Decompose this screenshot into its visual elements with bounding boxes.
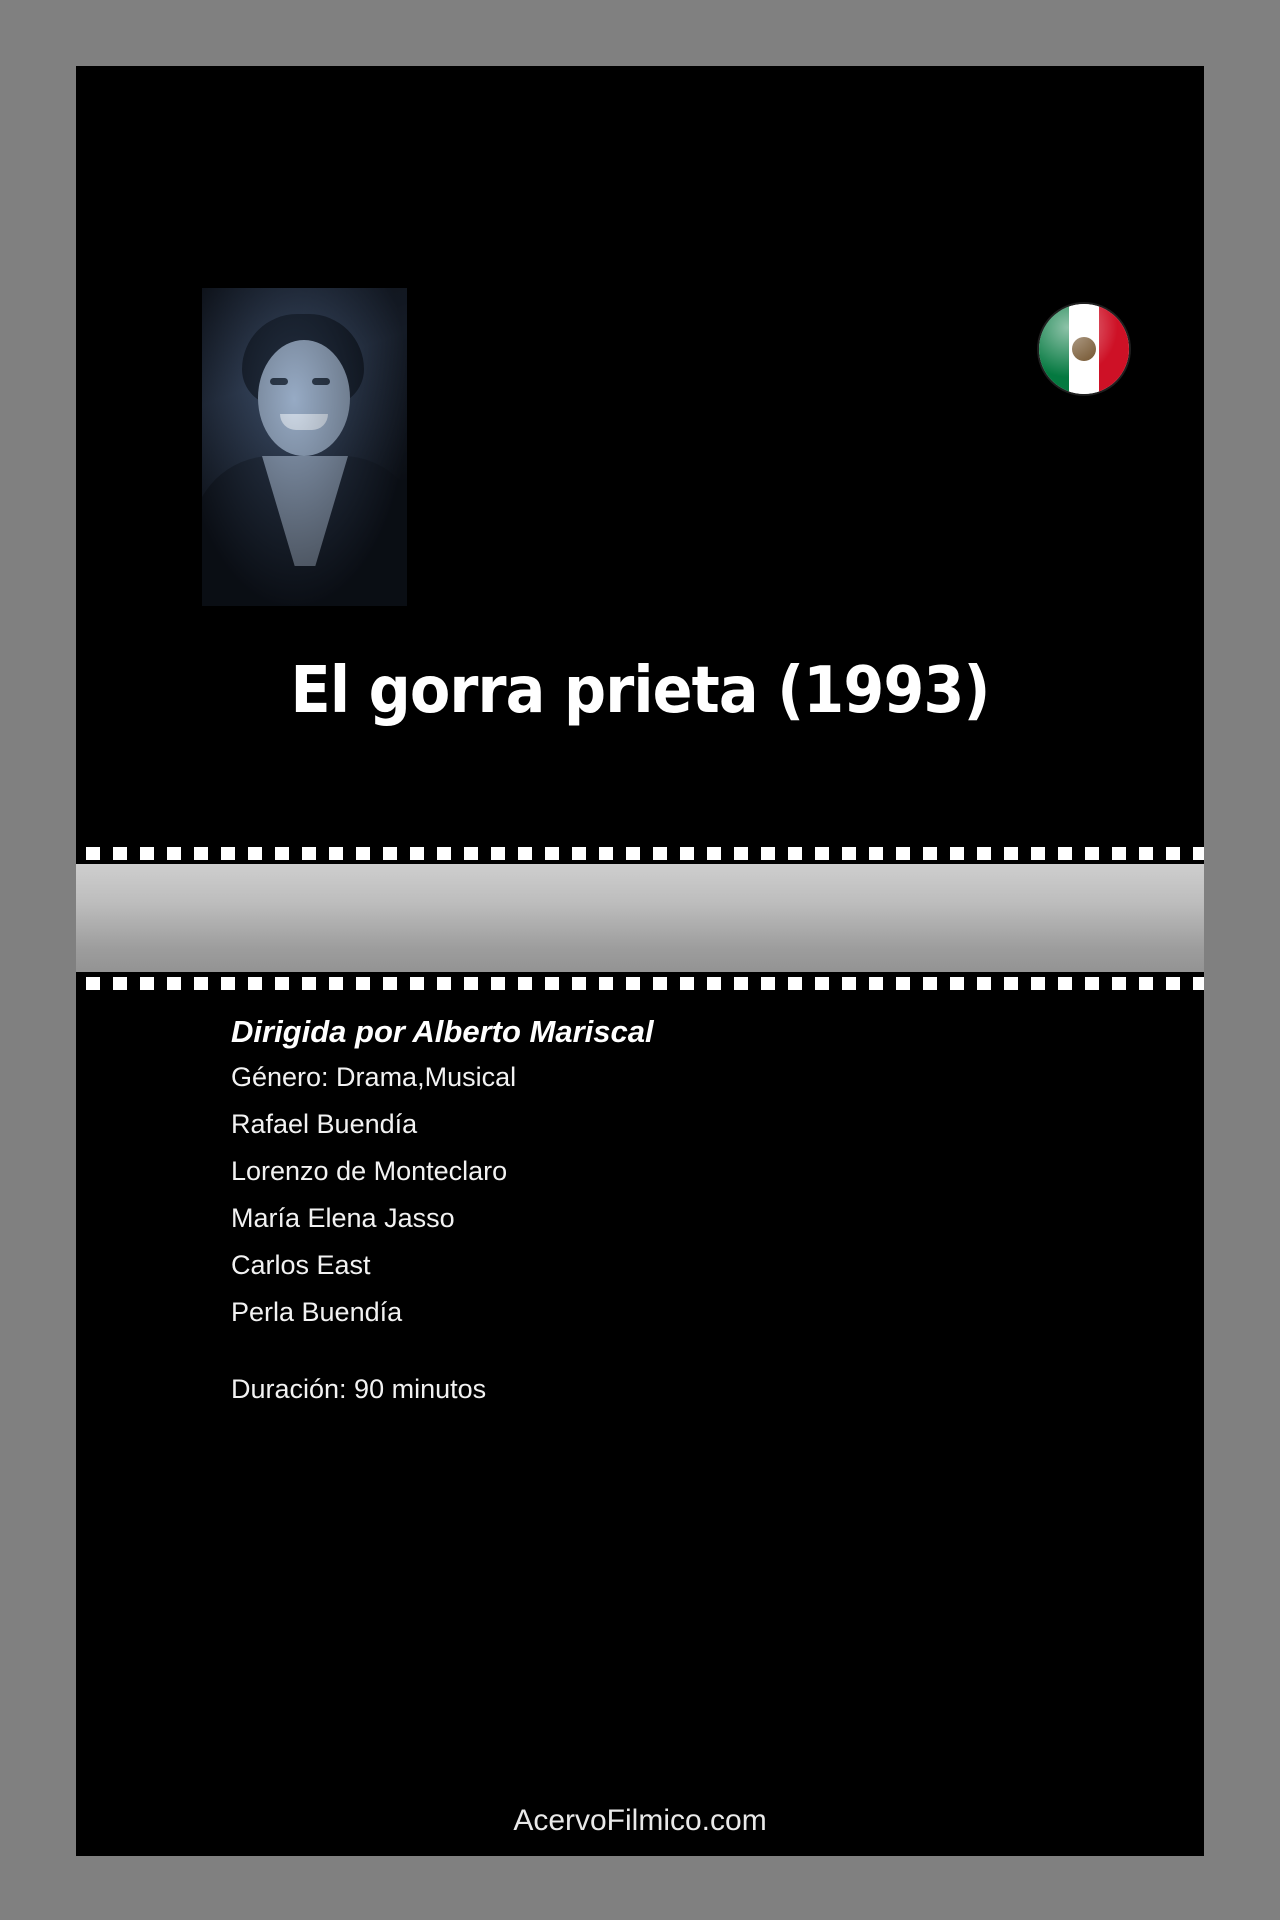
perforation bbox=[1193, 977, 1204, 990]
perforation bbox=[356, 977, 370, 990]
poster-credits-section bbox=[76, 994, 1204, 1856]
perforation bbox=[140, 977, 154, 990]
director-credit: Dirigida por Alberto Mariscal bbox=[231, 1014, 654, 1049]
perforation bbox=[734, 847, 748, 860]
perforation bbox=[1139, 977, 1153, 990]
perforation bbox=[1166, 977, 1180, 990]
duration-line: Duración: 90 minutos bbox=[231, 1374, 487, 1404]
cast-member: Lorenzo de Monteclaro bbox=[231, 1156, 508, 1186]
genre-line: Género: Drama,Musical bbox=[231, 1062, 517, 1092]
perforation bbox=[950, 847, 964, 860]
perforation bbox=[194, 847, 208, 860]
credits-text-block bbox=[231, 1014, 1164, 1421]
filmstrip-perforations-top bbox=[76, 842, 1204, 864]
perforation bbox=[248, 847, 262, 860]
perforation bbox=[140, 847, 154, 860]
perforation bbox=[1166, 847, 1180, 860]
perforation bbox=[1058, 977, 1072, 990]
perforation bbox=[437, 977, 451, 990]
perforation bbox=[680, 977, 694, 990]
flag-gloss bbox=[1039, 304, 1129, 394]
perforation bbox=[599, 977, 613, 990]
perforation bbox=[302, 977, 316, 990]
perforation bbox=[221, 977, 235, 990]
cast-member: Perla Buendía bbox=[231, 1297, 403, 1327]
perforation bbox=[734, 977, 748, 990]
perforation bbox=[383, 847, 397, 860]
perforation bbox=[977, 977, 991, 990]
perforation bbox=[410, 847, 424, 860]
perforation bbox=[275, 977, 289, 990]
perforation bbox=[1085, 977, 1099, 990]
perforation bbox=[545, 977, 559, 990]
perforation bbox=[923, 977, 937, 990]
cast-member: Carlos East bbox=[231, 1250, 371, 1280]
perforation bbox=[761, 847, 775, 860]
perforation bbox=[923, 847, 937, 860]
perforation bbox=[707, 847, 721, 860]
perforation bbox=[302, 847, 316, 860]
movie-poster bbox=[76, 66, 1204, 1856]
perforation bbox=[626, 977, 640, 990]
perforation bbox=[329, 847, 343, 860]
perforation bbox=[410, 977, 424, 990]
perforation bbox=[491, 847, 505, 860]
perforation bbox=[1085, 847, 1099, 860]
cast-member: María Elena Jasso bbox=[231, 1203, 455, 1233]
perforation bbox=[518, 977, 532, 990]
perforation bbox=[842, 847, 856, 860]
mexico-flag-icon bbox=[1039, 304, 1129, 394]
perforation bbox=[86, 977, 100, 990]
filmstrip-perforations-bottom bbox=[76, 972, 1204, 994]
perforation bbox=[437, 847, 451, 860]
poster-top-section bbox=[76, 66, 1204, 866]
portrait-vignette bbox=[202, 288, 407, 606]
perforation bbox=[1112, 847, 1126, 860]
perforation bbox=[86, 847, 100, 860]
perforation bbox=[383, 977, 397, 990]
perforation bbox=[248, 977, 262, 990]
perforation bbox=[896, 977, 910, 990]
perforation bbox=[221, 847, 235, 860]
perforation bbox=[518, 847, 532, 860]
perforation bbox=[113, 977, 127, 990]
perforation bbox=[707, 977, 721, 990]
perforation bbox=[842, 977, 856, 990]
perforation bbox=[788, 847, 802, 860]
perforation bbox=[194, 977, 208, 990]
perforation bbox=[1112, 977, 1126, 990]
perforation bbox=[950, 977, 964, 990]
perforation bbox=[356, 847, 370, 860]
perforation bbox=[761, 977, 775, 990]
perforation bbox=[680, 847, 694, 860]
perforation bbox=[545, 847, 559, 860]
perforation bbox=[1139, 847, 1153, 860]
perforation bbox=[1031, 847, 1045, 860]
perforation bbox=[572, 977, 586, 990]
perforation bbox=[869, 977, 883, 990]
perforation bbox=[1004, 847, 1018, 860]
perforation bbox=[275, 847, 289, 860]
perforation bbox=[167, 847, 181, 860]
perforation bbox=[869, 847, 883, 860]
perforation bbox=[113, 847, 127, 860]
perforation bbox=[329, 977, 343, 990]
perforation bbox=[167, 977, 181, 990]
perforation bbox=[572, 847, 586, 860]
perforation bbox=[896, 847, 910, 860]
perforation bbox=[1058, 847, 1072, 860]
site-watermark: AcervoFilmico.com bbox=[513, 1804, 767, 1837]
perforation bbox=[653, 847, 667, 860]
filmstrip-divider bbox=[76, 842, 1204, 994]
perforation bbox=[1004, 977, 1018, 990]
perforation bbox=[464, 977, 478, 990]
perforation bbox=[815, 977, 829, 990]
page-title: El gorra prieta (1993) bbox=[290, 654, 990, 728]
perforation bbox=[977, 847, 991, 860]
cast-member: Rafael Buendía bbox=[231, 1109, 418, 1139]
perforation bbox=[653, 977, 667, 990]
perforation bbox=[626, 847, 640, 860]
perforation bbox=[1193, 847, 1204, 860]
perforation bbox=[464, 847, 478, 860]
actor-portrait-photo bbox=[202, 288, 407, 606]
perforation bbox=[599, 847, 613, 860]
perforation bbox=[491, 977, 505, 990]
perforation bbox=[1031, 977, 1045, 990]
perforation bbox=[815, 847, 829, 860]
perforation bbox=[788, 977, 802, 990]
